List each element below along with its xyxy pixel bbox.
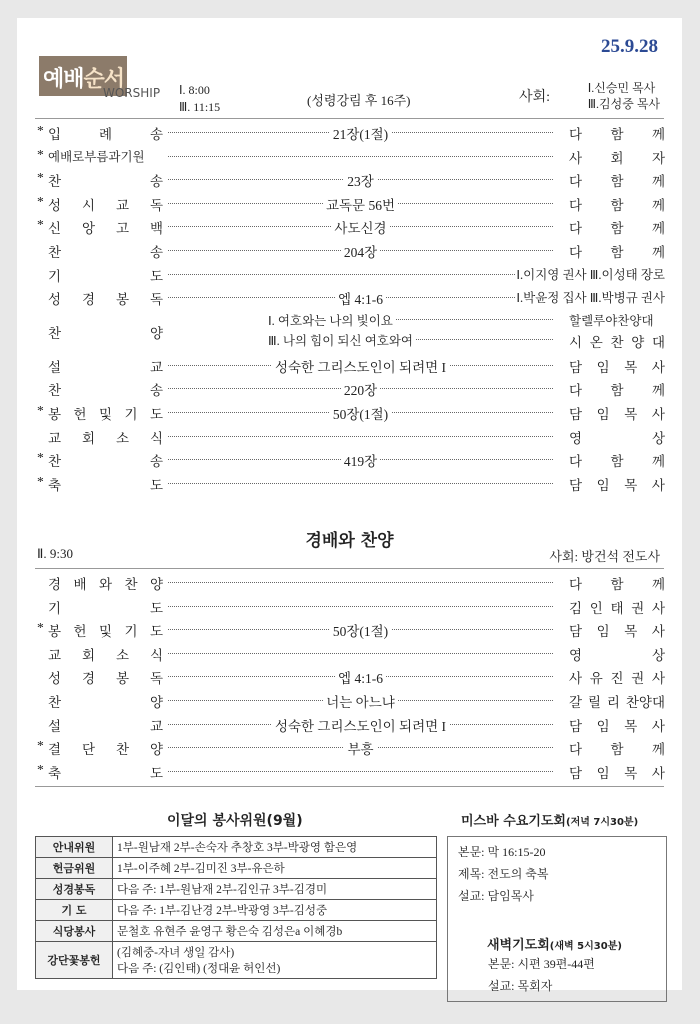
spacer [35,521,664,522]
order-row [37,759,665,783]
order-leader: 담 임 목 사 [569,715,665,735]
order-content: 50장(1절) [168,620,553,640]
volunteer-names: (김혜중-자녀 생일 감사) 다음 주: (김인태) (정대윤 허인선) [113,942,437,979]
divider [35,786,664,787]
order-label: 찬 송 [48,383,163,399]
standing-marker: * [37,170,44,186]
volunteer-role: 강단꽃봉헌 [36,942,113,979]
standing-marker: * [37,450,44,466]
praise-title: Ⅰ. 여호와는 나의 빛이요 [268,311,396,329]
service-time-3: Ⅲ. 11:15 [179,100,221,114]
order-row [37,471,665,495]
order-row [37,641,665,665]
order-leader: 다 함 께 [569,241,665,261]
service-time-1: Ⅰ. 8:00 [179,83,210,97]
section-host: 사회: 방건석 전도사 [549,549,660,564]
order-label: 교 회 소 식 [48,430,163,446]
order-leader: 담 임 목 사 [569,620,665,640]
order-leader: 사 유 진 권 사 [569,667,665,687]
volunteer-role: 성경봉독 [36,879,113,900]
choir-3: 시 온 찬 양 대 [569,334,665,350]
standing-marker: * [37,620,44,636]
leader-dots [168,653,553,654]
order-label: 교 회 소 식 [48,647,163,663]
order-leader: 다 함 께 [569,194,665,214]
standing-marker: * [37,473,44,489]
logo-title-b: 순서 [83,67,125,92]
order-leader: 갈 릴 리 찬양대 [569,691,665,711]
order-label: 축 도 [48,477,163,493]
logo-subtitle: WORSHIP [103,86,161,100]
order-row [37,285,665,309]
order-row [37,376,665,400]
order-leader: 다 함 께 [569,123,665,143]
order-row [37,262,665,286]
order-label: 찬 양 [48,325,163,341]
volunteers-table [35,836,437,979]
order-leader: 담 임 목 사 [569,474,665,494]
bulletin-page [17,18,682,993]
order-row [37,617,665,641]
wednesday-time: (저녁 7시30분) [566,817,639,828]
order-content: 220장 [168,379,553,399]
leader-dots [168,771,553,772]
wednesday-line: 제목: 전도의 축복 [458,867,549,881]
order-label: 경 배 와 찬 양 [48,577,163,592]
prayer-meetings-box [447,836,667,1002]
volunteer-names: 1부-원남재 2부-손숙자 추창호 3부-박광영 함은영 [113,837,437,858]
dawn-line: 본문: 시편 39편-44편 [488,957,595,971]
service-times [179,82,220,116]
order-label: 찬 양 [48,694,163,710]
volunteer-names: 1부-이주혜 2부-김미진 3부-유은하 [113,858,437,879]
leader-dots [168,156,553,157]
worship-order-logo [39,56,161,106]
worship-order-list [37,120,665,494]
standing-marker: * [37,402,44,418]
order-row [37,712,665,736]
wednesday-line: 설교: 담임목사 [458,889,534,903]
volunteer-row [36,921,437,942]
order-row-praise [37,309,665,353]
volunteer-row [36,858,437,879]
order-label: 성 경 봉 독 [48,671,163,687]
order-content: 교독문 56번 [168,194,553,214]
order-row [37,424,665,448]
order-row [37,447,665,471]
order-leader: 다 함 께 [569,738,665,758]
standing-marker: * [37,761,44,777]
volunteer-row [36,879,437,900]
leader-dots [168,582,553,583]
order-row [37,191,665,215]
order-content: 엡 4:1-6 [168,667,553,687]
volunteer-role: 헌금위원 [36,858,113,879]
praise-title: Ⅲ. 나의 힘이 되신 여호와여 [268,331,416,349]
volunteer-row [36,900,437,921]
choir-1: 할렐루야찬양대 [569,313,654,328]
dawn-title-text: 새벽기도회 [487,938,550,953]
order-label: 찬 송 [48,174,163,190]
order-content: 성숙한 그리스도인이 되려면 I [168,715,553,735]
order-content: 419장 [168,450,553,470]
order-row [37,570,665,594]
standing-marker: * [37,123,44,138]
order-content: 부흥 [168,738,553,758]
volunteer-names: 다음 주: 1부-원남재 2부-김인규 3부-김경미 [113,879,437,900]
section-title: 경배와 찬양 [305,531,394,551]
volunteer-row [36,942,437,979]
order-label: 신 앙 고 백 [48,221,163,237]
order-row [37,144,665,168]
dawn-line: 설교: 목회자 [488,979,553,993]
order-leader: 다 함 께 [569,217,665,237]
order-leader: 영 상 [569,644,665,664]
leader-dots [168,483,553,484]
order-label: 봉 헌 및 기 도 [48,406,163,422]
liturgical-season: (성령강림 후 16주) [307,93,411,108]
wednesday-title-text: 미스바 수요기도회 [461,814,566,829]
logo-title-a: 예배 [43,67,84,92]
order-row [37,594,665,618]
volunteer-names: 다음 주: 1부-김난경 2부-박광영 3부-김성중 [113,900,437,921]
volunteer-names: 문철호 유현주 윤영구 황은숙 김성은a 이혜경b [113,921,437,942]
praise-line [168,329,553,347]
wednesday-title [461,810,638,829]
order-leader: 다 함 께 [569,450,665,470]
standing-marker: * [37,146,44,162]
order-label: 기 도 [48,600,163,616]
order-leader: 김 인 태 권 사 [569,597,665,617]
dawn-title [487,934,622,953]
dawn-time: (새벽 5시30분) [549,941,622,952]
leader-dots [168,436,553,437]
volunteer-role: 식당봉사 [36,921,113,942]
order-content: 50장(1절) [168,403,553,423]
order-leader: 사 회 자 [569,147,665,167]
order-row [37,167,665,191]
order-label: 찬 송 [48,454,163,470]
order-label: 찬 송 [48,244,163,260]
order-label: 성 경 봉 독 [48,292,163,308]
volunteer-role: 안내위원 [36,837,113,858]
standing-marker: * [37,217,44,233]
host-1: Ⅰ.신승민 목사 [587,81,656,95]
order-label: 설 교 [48,359,163,375]
order-content: 21장(1절) [168,123,553,143]
order-leader: 담 임 목 사 [569,356,665,376]
order-leader: 다 함 께 [569,573,665,593]
divider [35,568,664,569]
order-row [37,238,665,262]
order-label: 입 례 송 [48,127,163,142]
order-content: 엡 4:1-6 [168,288,553,308]
order-leader: 영 상 [569,427,665,447]
order-row [37,353,665,377]
order-row [37,214,665,238]
order-label: 설 교 [48,718,163,734]
order-leader: Ⅰ.박윤정 집사 Ⅲ.박병규 권사 [516,288,665,306]
order-label: 봉 헌 및 기 도 [48,624,163,640]
wednesday-line: 본문: 막 16:15-20 [458,845,546,859]
order-leader: 다 함 께 [569,379,665,399]
divider [35,118,664,119]
order-content: 사도신경 [168,217,553,237]
bulletin-date: 25.9.28 [601,36,658,57]
section-time: Ⅱ. 9:30 [37,546,74,561]
order-label: 기 도 [48,268,163,284]
order-content: 204장 [168,241,553,261]
order-row [37,120,665,144]
order-leader: 담 임 목 사 [569,762,665,782]
praise-order-list [37,570,665,782]
host-label: 사회: [519,90,550,105]
order-label: 결 단 찬 양 [48,742,163,758]
order-label: 축 도 [48,765,163,781]
order-leader: 담 임 목 사 [569,403,665,423]
praise-line [168,309,553,327]
order-content: 23장 [168,170,553,190]
volunteer-row [36,837,437,858]
order-label: 예배로부름과기원 [48,149,145,164]
order-row [37,664,665,688]
standing-marker: * [37,738,44,754]
order-content: 성숙한 그리스도인이 되려면 I [168,356,553,376]
volunteers-title: 이달의 봉사위원(9월) [167,813,303,829]
service-hosts [519,80,660,112]
order-leader: 다 함 께 [569,170,665,190]
order-leader: Ⅰ.이지영 권사 Ⅲ.이성태 장로 [516,265,665,283]
order-row [37,688,665,712]
order-row [37,735,665,759]
volunteer-role: 기 도 [36,900,113,921]
order-content: 너는 아느냐 [168,691,553,711]
order-row [37,400,665,424]
host-3: Ⅲ.김성중 목사 [587,97,660,111]
standing-marker: * [37,193,44,209]
leader-dots [168,274,553,275]
leader-dots [168,606,553,607]
order-label: 성 시 교 독 [48,197,163,213]
